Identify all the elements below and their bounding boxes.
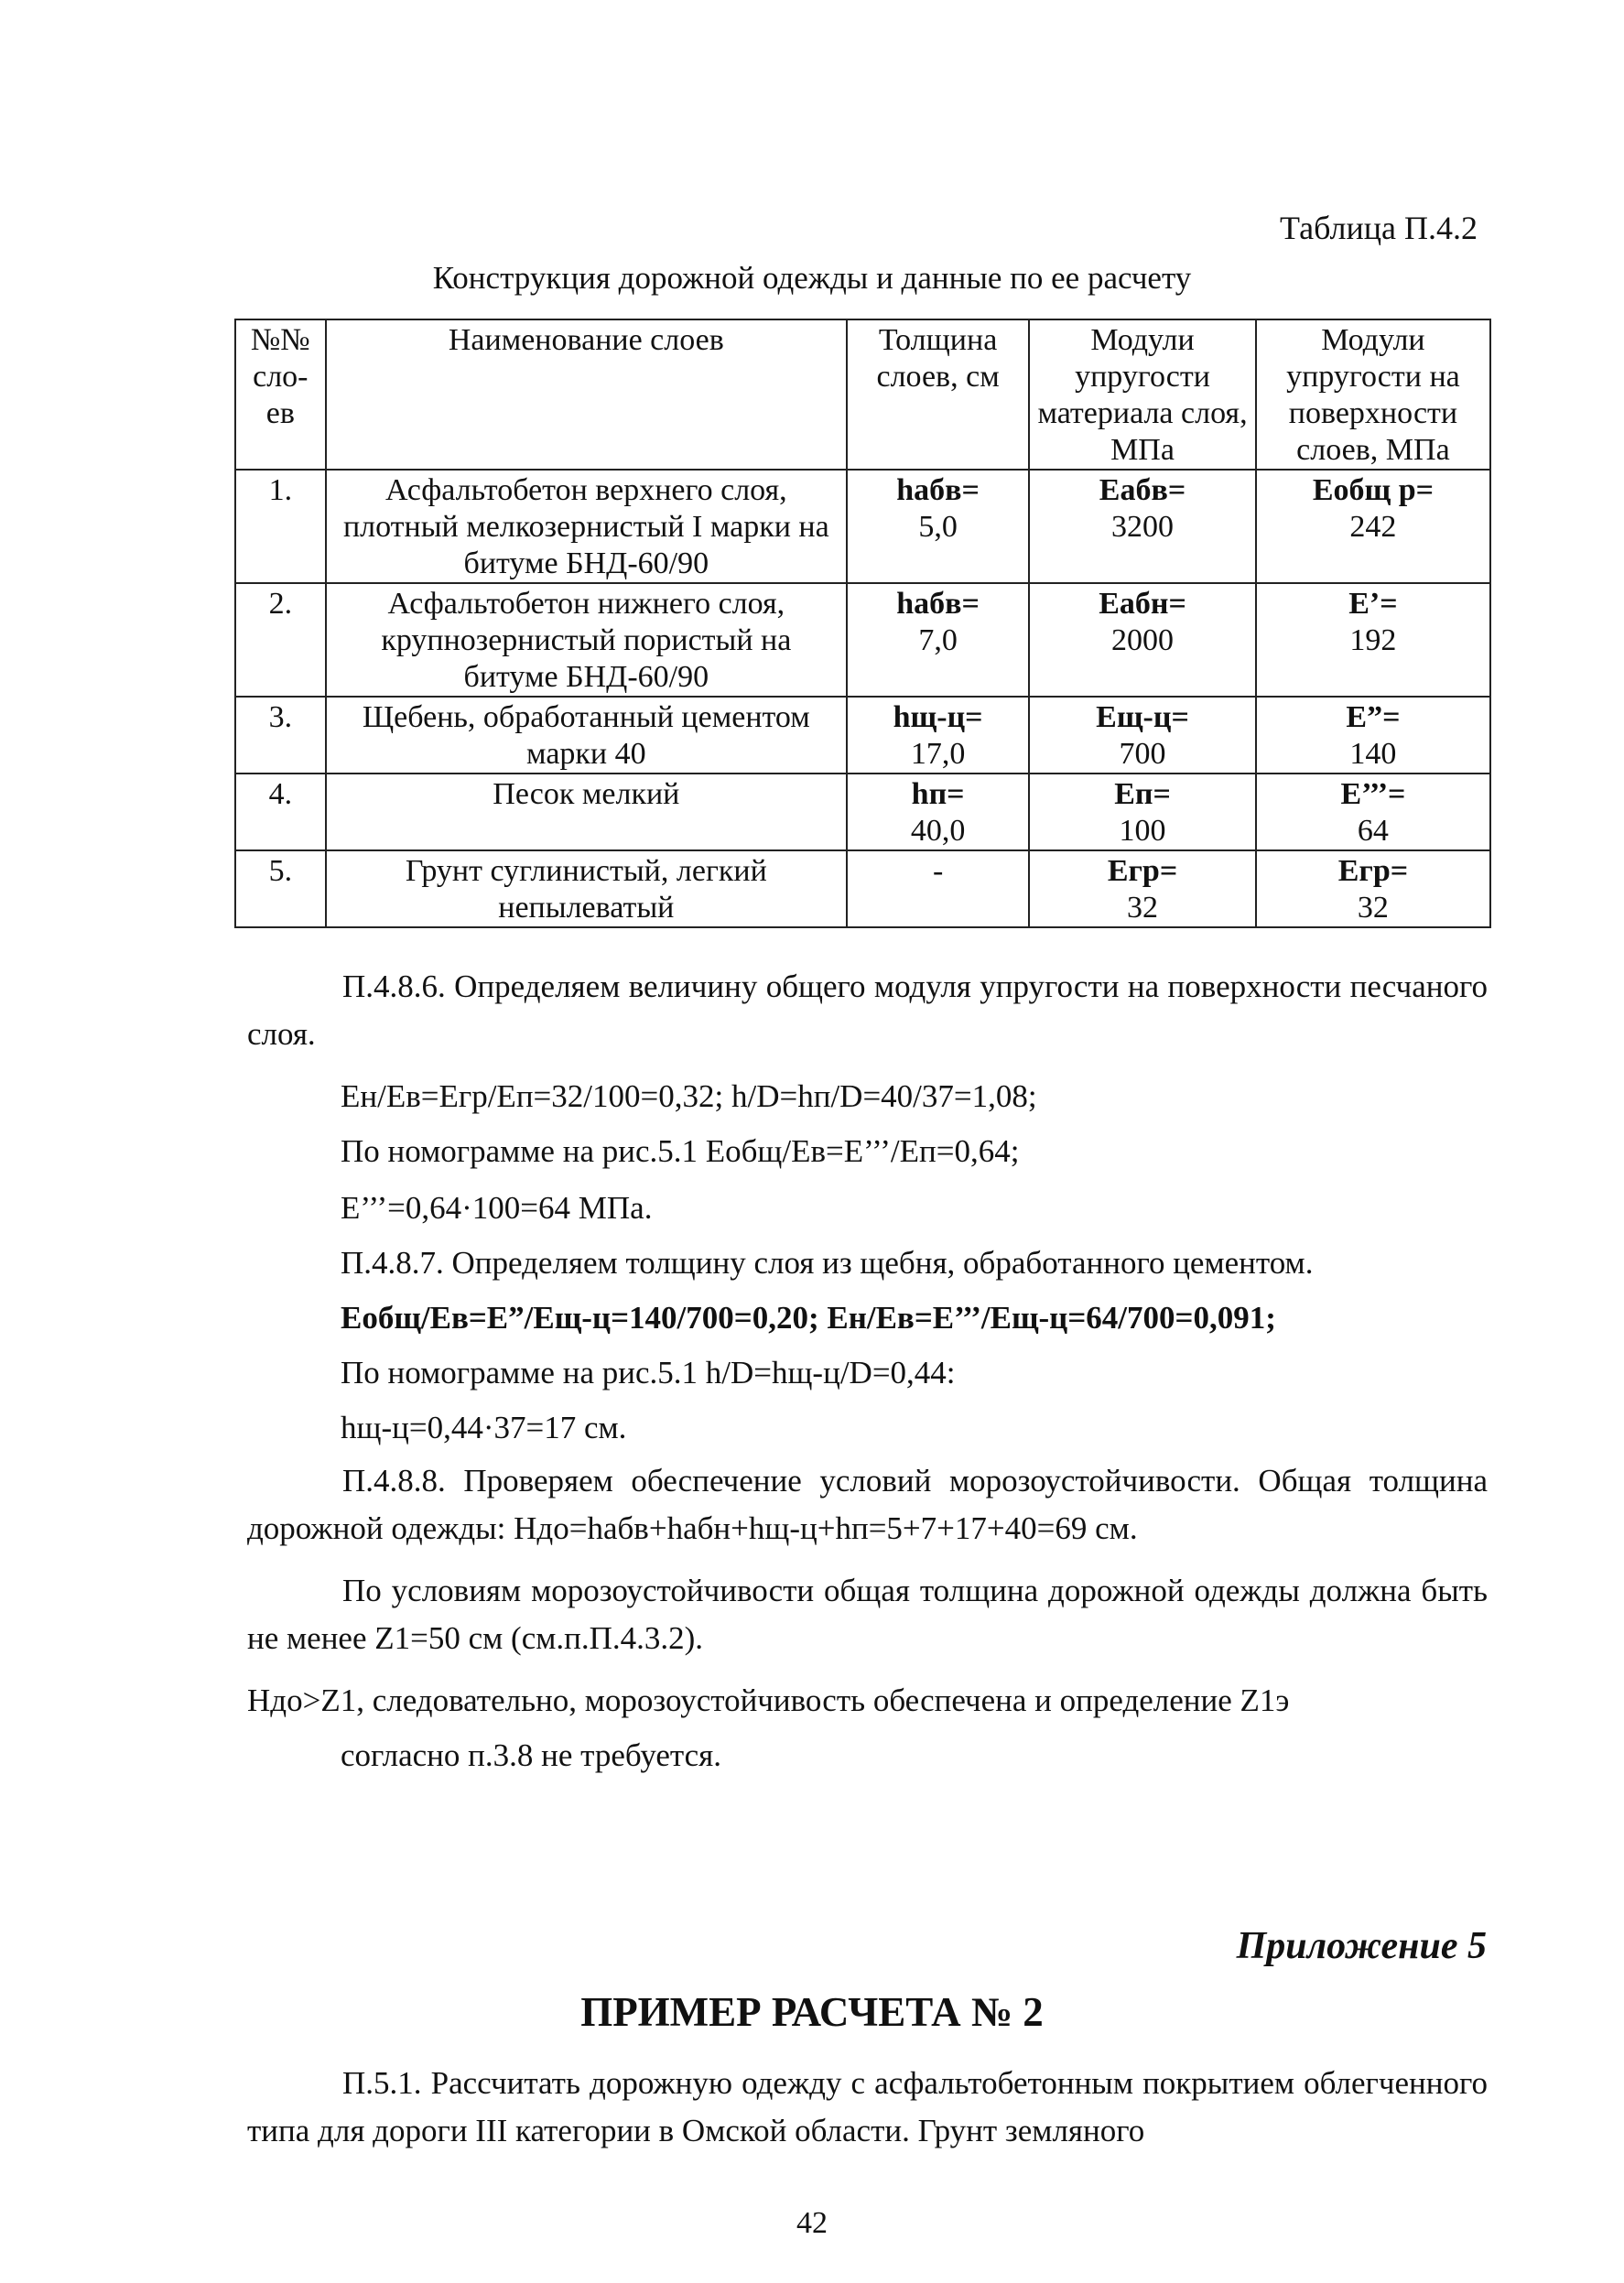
surface-modulus-symbol: Eгр= bbox=[1337, 854, 1409, 888]
table-row bbox=[235, 774, 1490, 850]
example-title: ПРИМЕР РАСЧЕТА № 2 bbox=[580, 1989, 1044, 2035]
surface-modulus-value: 32 bbox=[1357, 891, 1389, 925]
surface-modulus-symbol: E’= bbox=[1348, 587, 1398, 621]
formula-line-3: E’’’=0,64·100=64 МПа. bbox=[341, 1190, 653, 1226]
formula-line-4: Eобщ/Eв=E”/Eщ-ц=140/700=0,20; Eн/Eв=E’’’/Eщ-ц=64/700=0,091; bbox=[341, 1300, 1276, 1336]
material-modulus-value: 2000 bbox=[1111, 623, 1175, 657]
header-material-modulus: Модули упругости материала слоя, МПа bbox=[1029, 319, 1256, 470]
material-modulus-value: 100 bbox=[1119, 814, 1166, 848]
paragraph-conclusion: Hдо>Z1, следовательно, морозоустойчивость обеспечена и определение Z1э bbox=[247, 1682, 1290, 1718]
cell-layer-name: Асфальтобетон нижнего слоя, крупнозернистый пористый на битуме БНД-60/90 bbox=[326, 583, 847, 697]
header-thickness: Толщина слоев, см bbox=[847, 319, 1029, 470]
thickness-symbol: hп= bbox=[911, 777, 965, 811]
cell-material-modulus bbox=[1029, 774, 1256, 850]
material-modulus-value: 32 bbox=[1127, 891, 1159, 925]
cell-layer-number: 1. bbox=[235, 470, 326, 583]
thickness-value: 40,0 bbox=[910, 814, 966, 848]
cell-layer-number: 2. bbox=[235, 583, 326, 697]
paragraph-4-8-6: П.4.8.6. Определяем величину общего модуля упругости на поверхности песчаного слоя. bbox=[247, 968, 1488, 1052]
paragraph-4-8-8: П.4.8.8. Проверяем обеспечение условий морозоустойчивости. Общая толщина дорожной одежды: Hдо=hабв+hабн+hщ-ц+hп=5+7+17+40=69 см. bbox=[247, 1463, 1488, 1546]
table-label: Таблица П.4.2 bbox=[1280, 210, 1478, 246]
material-modulus-value: 3200 bbox=[1111, 510, 1175, 544]
formula-line-6: hщ-ц=0,44·37=17 см. bbox=[341, 1410, 627, 1445]
cell-layer-number: 4. bbox=[235, 774, 326, 850]
surface-modulus-value: 64 bbox=[1357, 814, 1389, 848]
cell-thickness bbox=[847, 697, 1029, 774]
surface-modulus-symbol: E”= bbox=[1346, 700, 1401, 734]
thickness-value: - bbox=[932, 854, 944, 888]
cell-surface-modulus bbox=[1256, 583, 1490, 697]
formula-line-1: Eн/Eв=Eгр/Eп=32/100=0,32; h/D=hп/D=40/37=1,08; bbox=[341, 1078, 1037, 1114]
header-layer-name: Наименование слоев bbox=[326, 319, 847, 470]
cell-surface-modulus bbox=[1256, 697, 1490, 774]
material-modulus-symbol: Eабн= bbox=[1099, 587, 1186, 621]
thickness-symbol: hабв= bbox=[896, 587, 980, 621]
cell-thickness bbox=[847, 583, 1029, 697]
thickness-value: 7,0 bbox=[918, 623, 958, 657]
cell-thickness bbox=[847, 850, 1029, 927]
cell-layer-number: 3. bbox=[235, 697, 326, 774]
table-caption: Конструкция дорожной одежды и данные по ее расчету bbox=[432, 260, 1192, 296]
cell-material-modulus bbox=[1029, 850, 1256, 927]
formula-line-5: По номограмме на рис.5.1 h/D=hщ-ц/D=0,44: bbox=[341, 1355, 956, 1390]
material-modulus-symbol: Eгр= bbox=[1107, 854, 1178, 888]
cell-material-modulus bbox=[1029, 583, 1256, 697]
cell-layer-number: 5. bbox=[235, 850, 326, 927]
paragraph-5-1: П.5.1. Рассчитать дорожную одежду с асфальтобетонным покрытием облегченного типа для дороги III категории в Омской области. Грунт земляного bbox=[247, 2065, 1488, 2148]
formula-line-2: По номограмме на рис.5.1 Eобщ/Eв=E’’’/Eп=0,64; bbox=[341, 1133, 1020, 1169]
header-surface-modulus: Модули упругости на поверхности слоев, МПа bbox=[1256, 319, 1490, 470]
thickness-symbol: hщ-ц= bbox=[893, 700, 983, 734]
surface-modulus-symbol: E’’’= bbox=[1340, 777, 1406, 811]
material-modulus-value: 700 bbox=[1119, 737, 1166, 771]
cell-material-modulus bbox=[1029, 470, 1256, 583]
material-modulus-symbol: Eщ-ц= bbox=[1096, 700, 1189, 734]
cell-surface-modulus bbox=[1256, 850, 1490, 927]
paragraph-4-8-7: П.4.8.7. Определяем толщину слоя из щебня, обработанного цементом. bbox=[341, 1245, 1314, 1281]
cell-surface-modulus bbox=[1256, 470, 1490, 583]
material-modulus-symbol: Eп= bbox=[1114, 777, 1171, 811]
table-header-row bbox=[235, 319, 1490, 470]
cell-thickness bbox=[847, 470, 1029, 583]
table-row bbox=[235, 697, 1490, 774]
appendix-label: Приложение 5 bbox=[1236, 1925, 1487, 1967]
thickness-symbol: hабв= bbox=[896, 473, 980, 507]
cell-layer-name: Щебень, обработанный цементом марки 40 bbox=[326, 697, 847, 774]
table-row bbox=[235, 583, 1490, 697]
surface-modulus-value: 140 bbox=[1349, 737, 1397, 771]
header-layer-number: №№ сло-ев bbox=[235, 319, 326, 470]
cell-thickness bbox=[847, 774, 1029, 850]
cell-layer-name: Асфальтобетон верхнего слоя, плотный мелкозернистый I марки на битуме БНД-60/90 bbox=[326, 470, 847, 583]
surface-modulus-value: 192 bbox=[1349, 623, 1397, 657]
cell-layer-name: Песок мелкий bbox=[326, 774, 847, 850]
cell-material-modulus bbox=[1029, 697, 1256, 774]
paragraph-conclusion-end: согласно п.3.8 не требуется. bbox=[341, 1737, 722, 1773]
paragraph-frost-requirement: По условиям морозоустойчивости общая толщина дорожной одежды должна быть не менее Z1=50 см (см.п.П.4.3.2). bbox=[247, 1573, 1488, 1656]
layers-table bbox=[234, 319, 1491, 928]
cell-surface-modulus bbox=[1256, 774, 1490, 850]
surface-modulus-symbol: Eобщ р= bbox=[1312, 473, 1435, 507]
table-row bbox=[235, 470, 1490, 583]
cell-layer-name: Грунт суглинистый, легкий непылеватый bbox=[326, 850, 847, 927]
material-modulus-symbol: Eабв= bbox=[1099, 473, 1186, 507]
surface-modulus-value: 242 bbox=[1349, 510, 1397, 544]
thickness-value: 17,0 bbox=[910, 737, 966, 771]
page-number: 42 bbox=[796, 2206, 828, 2240]
table-row bbox=[235, 850, 1490, 927]
thickness-value: 5,0 bbox=[918, 510, 958, 544]
